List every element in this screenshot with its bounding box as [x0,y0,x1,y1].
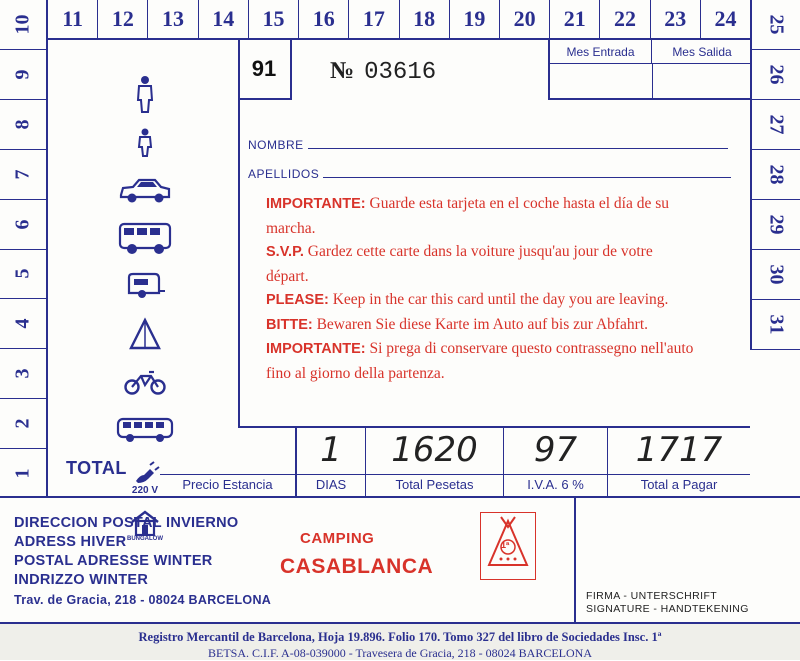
nombre-line [308,148,728,149]
notice-label: IMPORTANTE: [266,196,366,212]
top-day-cell [599,0,649,38]
top-day-strip [48,0,750,40]
top-day-cell-number: 21 [563,6,586,31]
left-day-cell-number: 8 [11,119,34,130]
left-day-cell [0,49,46,99]
left-day-cell [0,0,46,49]
right-day-cell-number: 28 [765,164,788,185]
person-icon [100,70,190,118]
bungalow-label: BUNGALOW [127,536,163,542]
left-day-strip [0,0,48,498]
top-day-cell [549,0,599,38]
notice-paragraph [266,192,696,240]
left-day-cell [0,398,46,448]
left-day-cell [0,298,46,348]
left-day-cell [0,448,46,498]
motorbike-icon [100,358,190,406]
right-day-cell [752,250,800,300]
notice-text [266,192,696,385]
left-day-cell [0,99,46,149]
top-day-cell [700,0,750,38]
month-divider [652,64,653,100]
address-street: Trav. de Gracia, 218 - 08024 BARCELONA [14,593,272,607]
total-pagar-cell [608,428,750,496]
top-day-cell-number: 16 [312,6,335,31]
top-day-cell-number: 20 [513,6,536,31]
right-day-cell-number: 31 [765,314,788,335]
total-pagar-label: Total a Pagar [640,477,718,492]
address-line: POSTAL ADRESSE WINTER [14,553,213,569]
notice-paragraph [266,313,696,338]
top-day-cell-number: 19 [463,6,486,31]
voltage-label: 220 V [131,484,159,496]
left-day-cell-number: 10 [11,14,34,35]
right-day-cell [752,150,800,200]
left-day-cell-number: 2 [11,418,34,429]
top-day-cell [650,0,700,38]
top-day-cell [499,0,549,38]
left-day-cell-number: 3 [11,368,34,379]
top-day-cell [399,0,449,38]
top-day-cell-number: 15 [262,6,285,31]
signature-label-line2: SIGNATURE - HANDTEKENING [586,603,749,615]
dias-cell [296,428,366,496]
total-pesetas-value: 1620 [391,430,478,470]
total-pesetas-label: Total Pesetas [395,477,474,492]
signature-label [586,590,749,616]
iva-label: I.V.A. 6 % [527,477,584,492]
left-day-cell-number: 1 [11,468,34,479]
camping-logo-icon [480,512,536,580]
notice-body: Si prega di conservare questo contrassegno nell'auto fino al giorno della partenza. [266,340,694,382]
nombre-field[interactable] [248,138,728,152]
company-line: BETSA. C.I.F. A-08-039000 - Travesera de Gracia, 218 - 08024 BARCELONA [208,646,592,660]
precio-estancia-label: Precio Estancia [182,477,273,492]
dias-label: DIAS [315,477,347,492]
right-day-cell [752,200,800,250]
top-day-cell [48,0,97,38]
notice-paragraph [266,240,696,288]
logo-category: 1ª [501,540,510,550]
notice-body: Gardez cette carte dans la voiture jusqu'au jour de votre départ. [266,243,653,285]
notice-label: S.V.P. [266,244,304,260]
notice-label: PLEASE: [266,292,329,308]
top-day-cell-number: 24 [714,6,737,31]
right-day-cell-number: 29 [765,214,788,235]
left-day-cell-number: 6 [11,219,34,230]
top-day-cell [248,0,298,38]
serial-value: 03616 [364,59,437,86]
total-pagar-value: 1717 [635,430,723,470]
left-day-cell-number: 7 [11,169,34,180]
notice-label: IMPORTANTE: [266,341,366,357]
right-day-cell [752,50,800,100]
iva-value: 97 [533,430,578,470]
signature-box[interactable] [574,496,800,622]
number-sign: № [330,58,355,84]
right-day-cell-number: 30 [765,264,788,285]
top-day-cell-number: 13 [162,6,185,31]
address-line: ADRESS HIVER [14,534,127,550]
top-day-cell-number: 23 [664,6,687,31]
right-day-cell [752,300,800,350]
registry-footer [0,622,800,660]
totals-row [48,428,750,496]
child-icon [100,118,190,166]
top-day-cell-number: 14 [212,6,235,31]
card-number: 91 [238,40,292,100]
notice-paragraph [266,288,696,313]
serial-number [330,58,436,86]
winter-address [14,514,238,590]
notice-paragraph [266,337,696,385]
top-day-cell [348,0,398,38]
notice-label: BITTE: [266,316,313,333]
top-day-cell-number: 22 [614,6,637,31]
top-day-cell [198,0,248,38]
dias-value: 1 [320,430,342,470]
caravan-icon [100,262,190,310]
notice-body: Guarde esta tarjeta en el coche hasta el día de su marcha. [266,195,670,237]
apellidos-field[interactable] [248,167,731,181]
apellidos-line [323,177,731,178]
top-day-cell [298,0,348,38]
tent-icon [100,310,190,358]
precio-estancia-cell [160,428,296,496]
signature-label-line1: FIRMA - UNTERSCHRIFT [586,590,718,602]
total-pesetas-cell [366,428,504,496]
top-day-cell [97,0,147,38]
top-day-cell [449,0,499,38]
notice-body: Keep in the car this card until the day you are leaving. [328,291,669,308]
top-day-cell-number: 12 [111,6,134,31]
left-day-cell [0,348,46,398]
camping-label: CAMPING [300,530,375,547]
right-day-cell-number: 26 [765,64,788,85]
top-day-cell-number: 18 [413,6,436,31]
apellidos-label: APELLIDOS [248,167,320,181]
mes-entrada-label: Mes Entrada [550,40,652,64]
month-box [548,40,750,100]
car-icon [100,166,190,214]
address-line: DIRECCION POSTAL INVIERNO [14,515,239,531]
notice-body: Bewaren Sie diese Karte im Auto auf bis zur Abfahrt. [312,315,649,333]
nombre-label: NOMBRE [248,138,304,152]
right-day-cell [752,0,800,50]
right-day-cell-number: 25 [765,14,788,35]
top-day-cell-number: 17 [362,6,385,31]
left-day-cell [0,249,46,299]
top-day-cell [147,0,197,38]
top-day-cell-number: 11 [62,6,83,31]
camping-name: CASABLANCA [280,555,434,578]
van-icon [100,214,190,262]
left-day-cell-number: 4 [11,318,34,329]
right-day-strip [750,0,800,350]
iva-cell [504,428,608,496]
right-day-cell-number: 27 [765,114,788,135]
address-line: INDRIZZO WINTER [14,572,149,588]
left-day-cell-number: 9 [11,69,34,80]
right-day-cell [752,100,800,150]
registry-line: Registro Mercantil de Barcelona, Hoja 19.896. Folio 170. Tomo 327 del libro de Sociedades Insc. 1ª [138,630,662,644]
mes-salida-label: Mes Salida [652,40,752,64]
left-day-cell [0,149,46,199]
left-day-cell-number: 5 [11,268,34,279]
total-label: TOTAL [66,458,127,478]
left-day-cell [0,199,46,249]
